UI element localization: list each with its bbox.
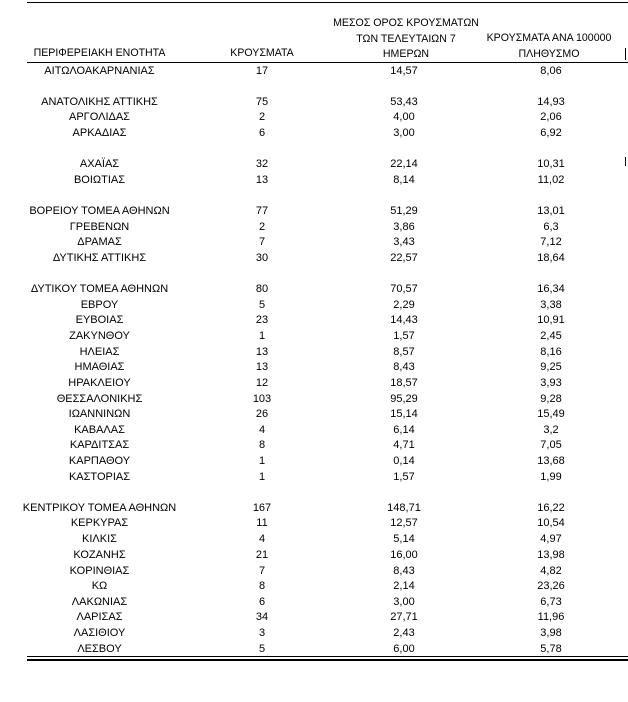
cell-region: ΖΑΚΥΝΘΟΥ xyxy=(69,330,130,342)
header-per100k-line2: ΠΛΗΘΥΣΜΟ xyxy=(518,47,580,60)
cell-cases: 34 xyxy=(255,611,269,623)
cell-seven-day-average: 95,29 xyxy=(390,393,418,405)
cell-region: ΚΕΡΚΥΡΑΣ xyxy=(70,517,129,529)
cell-cases-per-100k: 7,05 xyxy=(540,439,562,451)
cell-region: ΛΑΚΩΝΙΑΣ xyxy=(71,596,128,608)
cell-seven-day-average: 2,14 xyxy=(393,580,415,592)
cell-cases: 103 xyxy=(252,393,272,405)
cell-seven-day-average: 2,43 xyxy=(393,627,415,639)
cell-region: ΑΝΑΤΟΛΙΚΗΣ ΑΤΤΙΚΗΣ xyxy=(41,96,158,108)
cell-cases-per-100k: 7,12 xyxy=(540,236,562,248)
cell-seven-day-average: 5,14 xyxy=(393,533,415,545)
cell-cases: 1 xyxy=(258,330,266,342)
cell-region: ΚΙΛΚΙΣ xyxy=(82,533,117,545)
cell-region: ΚΑΒΑΛΑΣ xyxy=(74,424,125,436)
bottom-rule xyxy=(27,656,628,657)
cell-region: ΔΡΑΜΑΣ xyxy=(77,236,122,248)
cell-seven-day-average: 70,57 xyxy=(390,283,418,295)
cell-cases-per-100k: 15,49 xyxy=(537,408,565,420)
cell-cases: 11 xyxy=(256,517,268,529)
cell-cases-per-100k: 8,16 xyxy=(540,346,562,358)
cell-cases: 13 xyxy=(255,361,269,373)
cell-seven-day-average: 22,57 xyxy=(390,252,418,264)
cell-seven-day-average: 3,86 xyxy=(393,221,415,233)
cell-seven-day-average: 18,57 xyxy=(390,377,418,389)
cell-cases: 12 xyxy=(255,377,269,389)
cell-cases-per-100k: 10,31 xyxy=(537,158,565,170)
cell-cases: 26 xyxy=(255,408,269,420)
cell-region: ΚΟΖΑΝΗΣ xyxy=(73,549,126,561)
cell-seven-day-average: 1,57 xyxy=(393,471,415,483)
cell-region: ΕΥΒΟΙΑΣ xyxy=(75,314,124,326)
cell-seven-day-average: 3,43 xyxy=(393,236,415,248)
cell-cases-per-100k: 14,93 xyxy=(537,96,565,108)
cell-seven-day-average: 1,57 xyxy=(393,330,415,342)
cell-seven-day-average: 4,71 xyxy=(393,439,415,451)
cell-cases: 6 xyxy=(258,127,266,139)
cell-cases-per-100k: 16,34 xyxy=(537,283,565,295)
header-region: ΠΕΡΙΦΕΡΕΙΑΚΗ ΕΝΟΤΗΤΑ xyxy=(33,47,166,59)
cell-cases-per-100k: 11,96 xyxy=(537,611,565,623)
cell-seven-day-average: 8,43 xyxy=(393,361,415,373)
cell-region: ΔΥΤΙΚΗΣ ΑΤΤΙΚΗΣ xyxy=(52,252,147,264)
cell-region: ΗΜΑΘΙΑΣ xyxy=(74,361,125,373)
cell-seven-day-average: 8,14 xyxy=(393,174,415,186)
cell-cases-per-100k: 23,26 xyxy=(537,580,565,592)
cell-seven-day-average: 3,00 xyxy=(393,596,415,608)
cell-seven-day-average: 0,14 xyxy=(393,455,415,467)
cell-cases-per-100k: 3,2 xyxy=(543,424,559,436)
cell-cases: 5 xyxy=(258,643,266,655)
cell-seven-day-average: 14,57 xyxy=(390,65,418,77)
cell-region: ΑΡΓΟΛΙΔΑΣ xyxy=(69,111,130,123)
cell-cases-per-100k: 10,54 xyxy=(537,517,565,529)
cell-cases: 4 xyxy=(258,533,266,545)
cell-region: ΚΟΡΙΝΘΙΑΣ xyxy=(69,565,130,577)
cell-region: ΒΟΙΩΤΙΑΣ xyxy=(73,174,126,186)
header-cases: ΚΡΟΥΣΜΑΤΑ xyxy=(230,47,294,59)
cell-cases-per-100k: 8,06 xyxy=(540,65,562,77)
header-avg-line1: ΜΕΣΟΣ ΟΡΟΣ ΚΡΟΥΣΜΑΤΩΝ xyxy=(333,17,479,29)
cell-cases-per-100k: 4,97 xyxy=(540,533,562,545)
cell-region: ΚΕΝΤΡΙΚΟΥ ΤΟΜΕΑ ΑΘΗΝΩΝ xyxy=(22,502,177,514)
cell-region: ΑΡΚΑΔΙΑΣ xyxy=(72,127,127,139)
cell-seven-day-average: 15,14 xyxy=(390,408,418,420)
cell-seven-day-average: 16,00 xyxy=(390,549,418,561)
cell-cases-per-100k: 13,01 xyxy=(537,205,565,217)
cell-seven-day-average: 51,29 xyxy=(390,205,418,217)
cell-cases-per-100k: 10,91 xyxy=(537,314,565,326)
cell-region: ΚΩ xyxy=(91,580,108,592)
cell-region: ΛΑΣΙΘΙΟΥ xyxy=(73,627,126,639)
bottom-rule-thick xyxy=(27,659,628,661)
cell-seven-day-average: 3,00 xyxy=(393,127,415,139)
cell-cases: 2 xyxy=(258,111,266,123)
cell-cases: 17 xyxy=(255,65,269,77)
cell-region: ΗΡΑΚΛΕΙΟΥ xyxy=(68,377,131,389)
cell-region: ΛΕΣΒΟΥ xyxy=(77,643,122,655)
cell-cases: 1 xyxy=(258,471,266,483)
header-per100k-line1: ΚΡΟΥΣΜΑΤΑ ΑΝΑ 100000 xyxy=(486,32,612,44)
cell-cases-per-100k: 3,38 xyxy=(540,299,562,311)
header-avg-line2: ΤΩΝ ΤΕΛΕΥΤΑΙΩΝ 7 xyxy=(356,32,456,45)
cell-cases-per-100k: 3,98 xyxy=(540,627,562,639)
cell-seven-day-average: 8,57 xyxy=(393,346,415,358)
cell-cases: 4 xyxy=(258,424,266,436)
cell-seven-day-average: 22,14 xyxy=(390,158,418,170)
cell-seven-day-average: 27,71 xyxy=(390,611,418,623)
cell-seven-day-average: 148,71 xyxy=(387,502,421,514)
cell-cases-per-100k: 16,22 xyxy=(537,502,565,514)
cell-cases: 80 xyxy=(255,283,269,295)
cell-region: ΑΙΤΩΛΟΑΚΑΡΝΑΝΙΑΣ xyxy=(44,65,155,77)
cell-seven-day-average: 14,43 xyxy=(390,314,418,326)
cell-region: ΚΑΣΤΟΡΙΑΣ xyxy=(68,471,131,483)
cell-cases: 13 xyxy=(255,174,269,186)
cell-cases-per-100k: 13,98 xyxy=(537,549,565,561)
cell-cases-per-100k: 6,73 xyxy=(540,596,562,608)
cell-cases-per-100k: 13,68 xyxy=(537,455,565,467)
cell-cases: 8 xyxy=(258,580,266,592)
cell-cases: 5 xyxy=(258,299,266,311)
cell-cases-per-100k: 11,02 xyxy=(537,174,565,186)
cell-seven-day-average: 12,57 xyxy=(390,517,418,529)
cell-seven-day-average: 6,00 xyxy=(393,643,415,655)
cell-cases: 75 xyxy=(255,96,269,108)
header-avg-line3: ΗΜΕΡΩΝ xyxy=(382,48,430,60)
cell-cases: 2 xyxy=(258,221,266,233)
cell-seven-day-average: 2,29 xyxy=(393,299,415,311)
cell-seven-day-average: 8,43 xyxy=(393,565,415,577)
cell-cases: 6 xyxy=(258,596,266,608)
cell-seven-day-average: 53,43 xyxy=(390,96,418,108)
cell-region: ΔΥΤΙΚΟΥ ΤΟΜΕΑ ΑΘΗΝΩΝ xyxy=(30,283,169,295)
cell-cases-per-100k: 1,99 xyxy=(540,471,562,483)
cell-cases: 7 xyxy=(258,565,266,577)
cell-cases-per-100k: 2,45 xyxy=(540,330,562,342)
cell-cases-per-100k: 5,78 xyxy=(540,643,562,655)
cell-cases: 13 xyxy=(255,346,269,358)
cell-cases: 32 xyxy=(255,158,269,170)
cell-seven-day-average: 4,00 xyxy=(393,111,415,123)
cell-region: ΓΡΕΒΕΝΩΝ xyxy=(69,221,130,233)
cell-region: ΛΑΡΙΣΑΣ xyxy=(76,611,123,623)
cell-region: ΚΑΡΔΙΤΣΑΣ xyxy=(69,439,130,451)
cell-cases: 21 xyxy=(255,549,269,561)
cell-cases-per-100k: 3,93 xyxy=(540,377,562,389)
cell-cases-per-100k: 6,92 xyxy=(540,127,562,139)
cell-seven-day-average: 6,14 xyxy=(393,424,415,436)
cell-cases: 3 xyxy=(258,627,266,639)
cell-region: ΑΧΑΪΑΣ xyxy=(79,158,120,170)
cell-cases: 167 xyxy=(252,502,272,514)
cell-cases-per-100k: 9,25 xyxy=(540,361,562,373)
cell-region: ΙΩΑΝΝΙΝΩΝ xyxy=(68,408,131,420)
cell-region: ΚΑΡΠΑΘΟΥ xyxy=(68,455,131,467)
cell-cases: 23 xyxy=(255,314,269,326)
cell-cases: 77 xyxy=(255,205,269,217)
cell-cases: 1 xyxy=(258,455,266,467)
cell-cases-per-100k: 2,06 xyxy=(540,111,562,123)
cell-region: ΗΛΕΙΑΣ xyxy=(79,346,120,358)
cell-cases: 30 xyxy=(255,252,269,264)
cell-cases: 8 xyxy=(258,439,266,451)
cell-cases-per-100k: 9,28 xyxy=(540,393,562,405)
cell-cases: 7 xyxy=(258,236,266,248)
cell-region: ΕΒΡΟΥ xyxy=(80,299,119,311)
cell-cases-per-100k: 6,3 xyxy=(543,221,559,233)
cell-region: ΒΟΡΕΙΟΥ ΤΟΜΕΑ ΑΘΗΝΩΝ xyxy=(29,205,170,217)
cell-region: ΘΕΣΣΑΛΟΝΙΚΗΣ xyxy=(56,393,143,405)
cell-cases-per-100k: 4,82 xyxy=(540,565,562,577)
cell-cases-per-100k: 18,64 xyxy=(537,252,565,264)
